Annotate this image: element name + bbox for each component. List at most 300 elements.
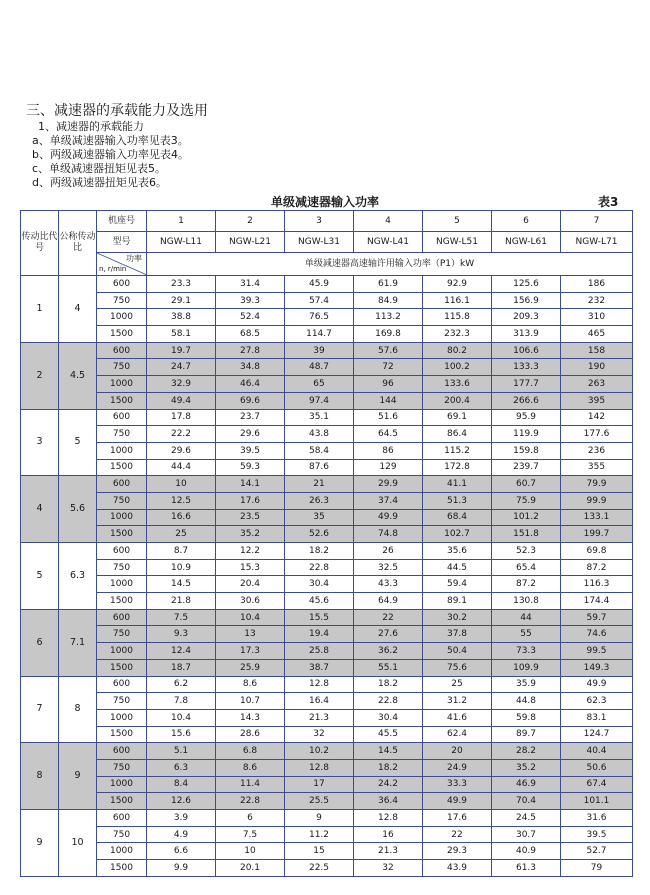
frame-number: 2 [216,211,285,232]
speed-cell: 1000 [97,376,147,393]
power-value-cell: 10.7 [216,693,285,710]
power-value-cell: 23.3 [147,276,216,293]
power-value-cell: 3.9 [147,810,216,827]
power-value-cell: 89.1 [423,593,492,610]
speed-cell: 1000 [97,576,147,593]
table-row [21,676,633,693]
power-value-cell: 69.1 [423,409,492,426]
list-item: a、单级减速器输入功率见表3。 [32,134,189,147]
frame-number: 3 [285,211,354,232]
table-row [21,709,633,726]
power-value-cell: 25.9 [216,659,285,676]
power-value-cell: 44 [492,609,561,626]
speed-cell: 750 [97,759,147,776]
power-value-cell: 37.4 [354,492,423,509]
power-value-cell: 48.7 [285,359,354,376]
power-value-cell: 29.1 [147,292,216,309]
model-name: NGW-L71 [561,232,633,253]
power-value-cell: 39 [285,342,354,359]
power-value-cell: 236 [561,442,633,459]
nominal-ratio-cell: 5 [59,409,97,476]
power-value-cell: 9 [285,810,354,827]
speed-cell: 1500 [97,793,147,810]
power-value-cell: 10 [216,843,285,860]
power-value-cell: 8.6 [216,676,285,693]
power-value-cell: 6 [216,810,285,827]
power-value-cell: 158 [561,342,633,359]
table-row [21,810,633,827]
ratio-code-cell: 9 [21,810,59,877]
power-value-cell: 80.2 [423,342,492,359]
power-value-cell: 15.6 [147,726,216,743]
power-value-cell: 61.3 [492,860,561,877]
power-value-cell: 35.1 [285,409,354,426]
frame-number: 6 [492,211,561,232]
speed-cell: 1500 [97,326,147,343]
power-value-cell: 15.5 [285,609,354,626]
power-value-cell: 75.9 [492,492,561,509]
power-value-cell: 144 [354,392,423,409]
power-value-cell: 96 [354,376,423,393]
power-value-cell: 35.6 [423,543,492,560]
power-value-cell: 31.4 [216,276,285,293]
power-value-cell: 25 [423,676,492,693]
model-name: NGW-L11 [147,232,216,253]
power-value-cell: 200.4 [423,392,492,409]
power-value-cell: 11.2 [285,826,354,843]
power-value-cell: 27.6 [354,626,423,643]
power-value-cell: 10.4 [147,709,216,726]
list-item: b、两级减速器输入功率见表4。 [32,148,189,161]
power-value-cell: 61.9 [354,276,423,293]
power-value-cell: 115.2 [423,442,492,459]
speed-cell: 600 [97,743,147,760]
nominal-ratio-cell: 8 [59,676,97,743]
power-value-cell: 239.7 [492,459,561,476]
power-value-cell: 11.4 [216,776,285,793]
power-value-cell: 6.6 [147,843,216,860]
power-value-cell: 37.8 [423,626,492,643]
power-value-cell: 10 [147,476,216,493]
speed-label: n, r/min [99,265,127,273]
power-value-cell: 12.8 [285,759,354,776]
nominal-ratio-cell: 5.6 [59,476,97,543]
power-value-cell: 25 [147,526,216,543]
power-value-cell: 29.6 [147,442,216,459]
list-item: d、两级减速器扭矩见表6。 [32,176,167,189]
power-value-cell: 113.2 [354,309,423,326]
power-value-cell: 58.4 [285,442,354,459]
power-value-cell: 49.9 [423,793,492,810]
power-value-cell: 84.9 [354,292,423,309]
power-value-cell: 83.1 [561,709,633,726]
table-row [21,576,633,593]
table-row [21,843,633,860]
power-value-cell: 75.6 [423,659,492,676]
power-value-cell: 29.6 [216,426,285,443]
power-value-cell: 17.8 [147,409,216,426]
speed-cell: 1500 [97,392,147,409]
table-row [21,426,633,443]
frame-number: 4 [354,211,423,232]
power-label: 功率 [126,254,142,263]
power-value-cell: 22.5 [285,860,354,877]
table-row [21,526,633,543]
power-value-cell: 16 [354,826,423,843]
nominal-ratio-cell: 10 [59,810,97,877]
power-value-cell: 101.1 [561,793,633,810]
power-value-cell: 9.9 [147,860,216,877]
table-row [21,559,633,576]
ratio-code-cell: 1 [21,276,59,343]
power-value-cell: 51.6 [354,409,423,426]
power-value-cell: 10.9 [147,559,216,576]
power-value-cell: 13 [216,626,285,643]
power-value-cell: 99.9 [561,492,633,509]
power-value-cell: 49.4 [147,392,216,409]
power-value-cell: 50.6 [561,759,633,776]
power-value-cell: 40.9 [492,843,561,860]
power-value-cell: 14.1 [216,476,285,493]
power-value-cell: 38.7 [285,659,354,676]
table-row [21,276,633,293]
power-value-cell: 18.2 [354,759,423,776]
power-value-cell: 465 [561,326,633,343]
power-value-cell: 41.1 [423,476,492,493]
table-row [21,626,633,643]
power-value-cell: 86 [354,442,423,459]
speed-cell: 750 [97,559,147,576]
power-value-cell: 7.5 [147,609,216,626]
power-value-cell: 29.3 [423,843,492,860]
power-value-cell: 116.3 [561,576,633,593]
power-value-cell: 156.9 [492,292,561,309]
power-value-cell: 57.4 [285,292,354,309]
model-name: NGW-L41 [354,232,423,253]
frame-number: 5 [423,211,492,232]
table-row [21,442,633,459]
power-value-cell: 7.8 [147,693,216,710]
power-value-cell: 69.8 [561,543,633,560]
power-value-cell: 232 [561,292,633,309]
speed-cell: 750 [97,292,147,309]
power-value-cell: 44.8 [492,693,561,710]
speed-cell: 600 [97,609,147,626]
power-value-cell: 12.6 [147,793,216,810]
power-value-cell: 25.5 [285,793,354,810]
power-value-cell: 86.4 [423,426,492,443]
power-value-cell: 24.9 [423,759,492,776]
power-value-cell: 355 [561,459,633,476]
model-label: 型号 [97,232,147,253]
power-value-cell: 12.2 [216,543,285,560]
power-value-cell: 33.3 [423,776,492,793]
power-value-cell: 55 [492,626,561,643]
speed-cell: 600 [97,676,147,693]
power-value-cell: 50.4 [423,643,492,660]
power-value-cell: 51.3 [423,492,492,509]
frame-number: 1 [147,211,216,232]
power-value-cell: 16.4 [285,693,354,710]
power-value-cell: 43.9 [423,860,492,877]
speed-cell: 750 [97,426,147,443]
power-value-cell: 17 [285,776,354,793]
power-value-cell: 52.3 [492,543,561,560]
power-value-cell: 4.9 [147,826,216,843]
speed-cell: 1500 [97,526,147,543]
power-speed-header [97,253,147,276]
table-row [21,459,633,476]
power-value-cell: 130.8 [492,593,561,610]
power-value-cell: 114.7 [285,326,354,343]
speed-cell: 1500 [97,593,147,610]
power-value-cell: 39.5 [216,442,285,459]
power-value-cell: 69.6 [216,392,285,409]
power-value-cell: 31.6 [561,810,633,827]
speed-cell: 750 [97,693,147,710]
power-value-cell: 30.2 [423,609,492,626]
power-value-cell: 133.3 [492,359,561,376]
power-value-cell: 6.8 [216,743,285,760]
power-value-cell: 30.4 [285,576,354,593]
model-name: NGW-L31 [285,232,354,253]
power-value-cell: 30.4 [354,709,423,726]
power-value-cell: 6.3 [147,759,216,776]
ratio-code-cell: 4 [21,476,59,543]
ratio-code-cell: 8 [21,743,59,810]
power-value-cell: 58.1 [147,326,216,343]
power-value-cell: 19.7 [147,342,216,359]
power-value-cell: 32.9 [147,376,216,393]
power-value-cell: 44.5 [423,559,492,576]
power-value-cell: 190 [561,359,633,376]
power-value-cell: 49.9 [561,676,633,693]
power-value-cell: 31.2 [423,693,492,710]
table-row [21,409,633,426]
speed-cell: 1000 [97,643,147,660]
ratio-code-cell: 3 [21,409,59,476]
power-value-cell: 32 [285,726,354,743]
power-value-cell: 395 [561,392,633,409]
table-row [21,659,633,676]
speed-cell: 600 [97,409,147,426]
power-value-cell: 39.3 [216,292,285,309]
power-value-cell: 28.6 [216,726,285,743]
power-value-cell: 35.9 [492,676,561,693]
power-value-cell: 174.4 [561,593,633,610]
power-value-cell: 40.4 [561,743,633,760]
table-row [21,743,633,760]
power-value-cell: 18.2 [354,676,423,693]
power-value-cell: 52.6 [285,526,354,543]
speed-cell: 600 [97,342,147,359]
power-value-cell: 109.9 [492,659,561,676]
table-row [21,292,633,309]
power-value-cell: 32.5 [354,559,423,576]
table-row [21,826,633,843]
power-value-cell: 32 [354,860,423,877]
power-value-cell: 12.4 [147,643,216,660]
power-value-cell: 24.5 [492,810,561,827]
speed-cell: 1000 [97,709,147,726]
power-value-cell: 36.2 [354,643,423,660]
table-row [21,726,633,743]
speed-cell: 600 [97,543,147,560]
power-value-cell: 36.4 [354,793,423,810]
power-value-cell: 106.6 [492,342,561,359]
table-row [21,693,633,710]
power-value-cell: 52.7 [561,843,633,860]
power-table [20,210,633,877]
speed-cell: 750 [97,359,147,376]
power-value-cell: 49.9 [354,509,423,526]
power-value-cell: 8.6 [216,759,285,776]
speed-cell: 1000 [97,509,147,526]
power-value-cell: 133.1 [561,509,633,526]
power-value-cell: 115.8 [423,309,492,326]
power-value-cell: 59.3 [216,459,285,476]
power-value-cell: 45.5 [354,726,423,743]
table-row [21,860,633,877]
power-value-cell: 22 [354,609,423,626]
power-value-cell: 116.1 [423,292,492,309]
power-value-cell: 74.8 [354,526,423,543]
power-value-cell: 12.8 [285,676,354,693]
speed-cell: 750 [97,626,147,643]
power-value-cell: 52.4 [216,309,285,326]
table-row [21,492,633,509]
power-value-cell: 76.5 [285,309,354,326]
power-value-cell: 232.3 [423,326,492,343]
power-value-cell: 68.4 [423,509,492,526]
power-value-cell: 14.5 [147,576,216,593]
power-value-cell: 21.3 [285,709,354,726]
power-value-cell: 23.7 [216,409,285,426]
ratio-code-cell: 5 [21,543,59,610]
table-row [21,476,633,493]
power-value-cell: 35.2 [216,526,285,543]
power-value-cell: 313.9 [492,326,561,343]
table-row [21,593,633,610]
power-value-cell: 67.4 [561,776,633,793]
power-value-cell: 142 [561,409,633,426]
ratio-code-header: 传动比代号 [21,211,59,276]
table-row [21,309,633,326]
power-caption: 单级减速器高速轴许用输入功率（P1）kW [147,253,633,276]
table-row [21,759,633,776]
speed-cell: 1000 [97,442,147,459]
frame-label: 机座号 [97,211,147,232]
power-value-cell: 46.9 [492,776,561,793]
speed-cell: 600 [97,810,147,827]
power-value-cell: 27.8 [216,342,285,359]
power-value-cell: 89.7 [492,726,561,743]
power-value-cell: 30.6 [216,593,285,610]
power-value-cell: 119.9 [492,426,561,443]
power-value-cell: 8.4 [147,776,216,793]
power-value-cell: 87.2 [492,576,561,593]
power-value-cell: 55.1 [354,659,423,676]
power-value-cell: 59.4 [423,576,492,593]
power-value-cell: 17.6 [216,492,285,509]
ratio-code-cell: 6 [21,609,59,676]
power-value-cell: 43.3 [354,576,423,593]
power-value-cell: 25.8 [285,643,354,660]
power-value-cell: 6.2 [147,676,216,693]
power-value-cell: 39.5 [561,826,633,843]
power-value-cell: 68.5 [216,326,285,343]
power-value-cell: 22 [423,826,492,843]
power-value-cell: 70.4 [492,793,561,810]
power-value-cell: 72 [354,359,423,376]
power-value-cell: 73.3 [492,643,561,660]
power-value-cell: 10.2 [285,743,354,760]
nominal-ratio-cell: 6.3 [59,543,97,610]
speed-cell: 1000 [97,843,147,860]
power-value-cell: 26.3 [285,492,354,509]
power-value-cell: 38.8 [147,309,216,326]
power-value-cell: 172.8 [423,459,492,476]
power-value-cell: 26 [354,543,423,560]
power-value-cell: 100.2 [423,359,492,376]
power-value-cell: 99.5 [561,643,633,660]
power-value-cell: 20.1 [216,860,285,877]
power-value-cell: 79.9 [561,476,633,493]
power-value-cell: 59.7 [561,609,633,626]
power-value-cell: 186 [561,276,633,293]
table-row [21,342,633,359]
nominal-ratio-header: 公称传动比 [59,211,97,276]
power-value-cell: 5.1 [147,743,216,760]
power-value-cell: 34.8 [216,359,285,376]
power-value-cell: 149.3 [561,659,633,676]
power-value-cell: 19.4 [285,626,354,643]
power-value-cell: 92.9 [423,276,492,293]
power-value-cell: 22.8 [285,559,354,576]
speed-cell: 600 [97,276,147,293]
power-value-cell: 15.3 [216,559,285,576]
speed-cell: 1500 [97,860,147,877]
table-row [21,359,633,376]
table-row [21,326,633,343]
power-value-cell: 12.5 [147,492,216,509]
power-value-cell: 97.4 [285,392,354,409]
power-value-cell: 45.6 [285,593,354,610]
power-value-cell: 21.8 [147,593,216,610]
power-value-cell: 101.2 [492,509,561,526]
power-value-cell: 12.8 [354,810,423,827]
power-value-cell: 18.7 [147,659,216,676]
speed-cell: 1500 [97,659,147,676]
power-value-cell: 15 [285,843,354,860]
power-value-cell: 14.5 [354,743,423,760]
ratio-code-cell: 2 [21,342,59,409]
table-row [21,609,633,626]
power-value-cell: 17.3 [216,643,285,660]
power-value-cell: 133.6 [423,376,492,393]
nominal-ratio-cell: 7.1 [59,609,97,676]
table-row [21,793,633,810]
power-value-cell: 199.7 [561,526,633,543]
power-value-cell: 16.6 [147,509,216,526]
power-value-cell: 41.6 [423,709,492,726]
nominal-ratio-cell: 4 [59,276,97,343]
list-item: c、单级减速器扭矩见表5。 [32,162,167,175]
power-value-cell: 65 [285,376,354,393]
power-value-cell: 30.7 [492,826,561,843]
power-value-cell: 23.5 [216,509,285,526]
model-name: NGW-L51 [423,232,492,253]
